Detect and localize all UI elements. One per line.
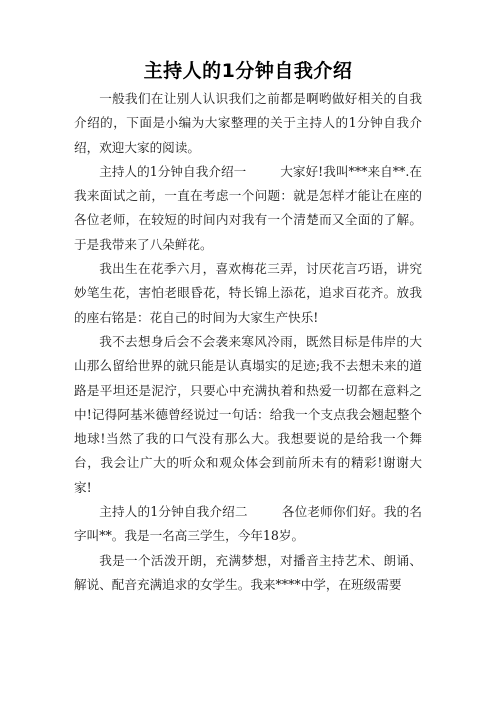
paragraph-text: 一般我们在让别人认识我们之前都是啊哟做好相关的自我介绍的，下面是小编为大家整理的关于主持人的1分钟自我介绍，欢迎大家的阅读。 xyxy=(74,91,422,155)
paragraph-section-two xyxy=(74,500,422,549)
section-heading: 主持人的1分钟自我介绍一 xyxy=(99,163,247,179)
paragraph-text: 大家好!我叫***来自**.在我来面试之前，一直在考虑一个问题：就是怎样才能让在座的各位老师，在较短的时间内对我有一个清楚而又全面的了解。于是我带来了八朵鲜花。 xyxy=(74,163,422,252)
paragraph-text: 我出生在花季六月，喜欢梅花三弄，讨厌花言巧语，讲究妙笔生花，害怕老眼昏花，特长锦上添花，追求百花齐。放我的座右铭是：花自己的时间为大家生产快乐! xyxy=(74,261,422,325)
paragraph-text: 我是一个活泼开朗，充满梦想，对播音主持艺术、朗诵、解说、配音充满追求的女学生。我来****中学，在班级需要 xyxy=(74,552,422,592)
paragraph-intro xyxy=(74,87,422,160)
paragraph-text: 各位老师你们好。我的名字叫**。我是一名高三学生，今年18岁。 xyxy=(74,504,423,544)
paragraph-stage xyxy=(74,330,422,500)
paragraph-text: 我不去想身后会不会袭来寒风冷雨，既然目标是伟岸的大山那么留给世界的就只能是认真塌实的足迹;我不去想未来的道路是平坦还是泥泞，只要心中充满执着和热爱一切都在意料之中!记得阿基米德曾经说过一句话：给我一个支点我会翘起整个地球!当然了我的口气没有那么大。我想要说的是给我一个舞台，我会让广大的听众和观众体会到前所未有的精彩!谢谢大家! xyxy=(74,333,422,495)
section-heading: 主持人的1分钟自我介绍二 xyxy=(99,504,248,520)
document-title: 主持人的1分钟自我介绍 xyxy=(143,60,353,82)
paragraph-flowers xyxy=(74,257,422,330)
paragraph-student xyxy=(74,549,422,598)
paragraph-section-one xyxy=(74,160,422,257)
document-body xyxy=(74,87,422,597)
